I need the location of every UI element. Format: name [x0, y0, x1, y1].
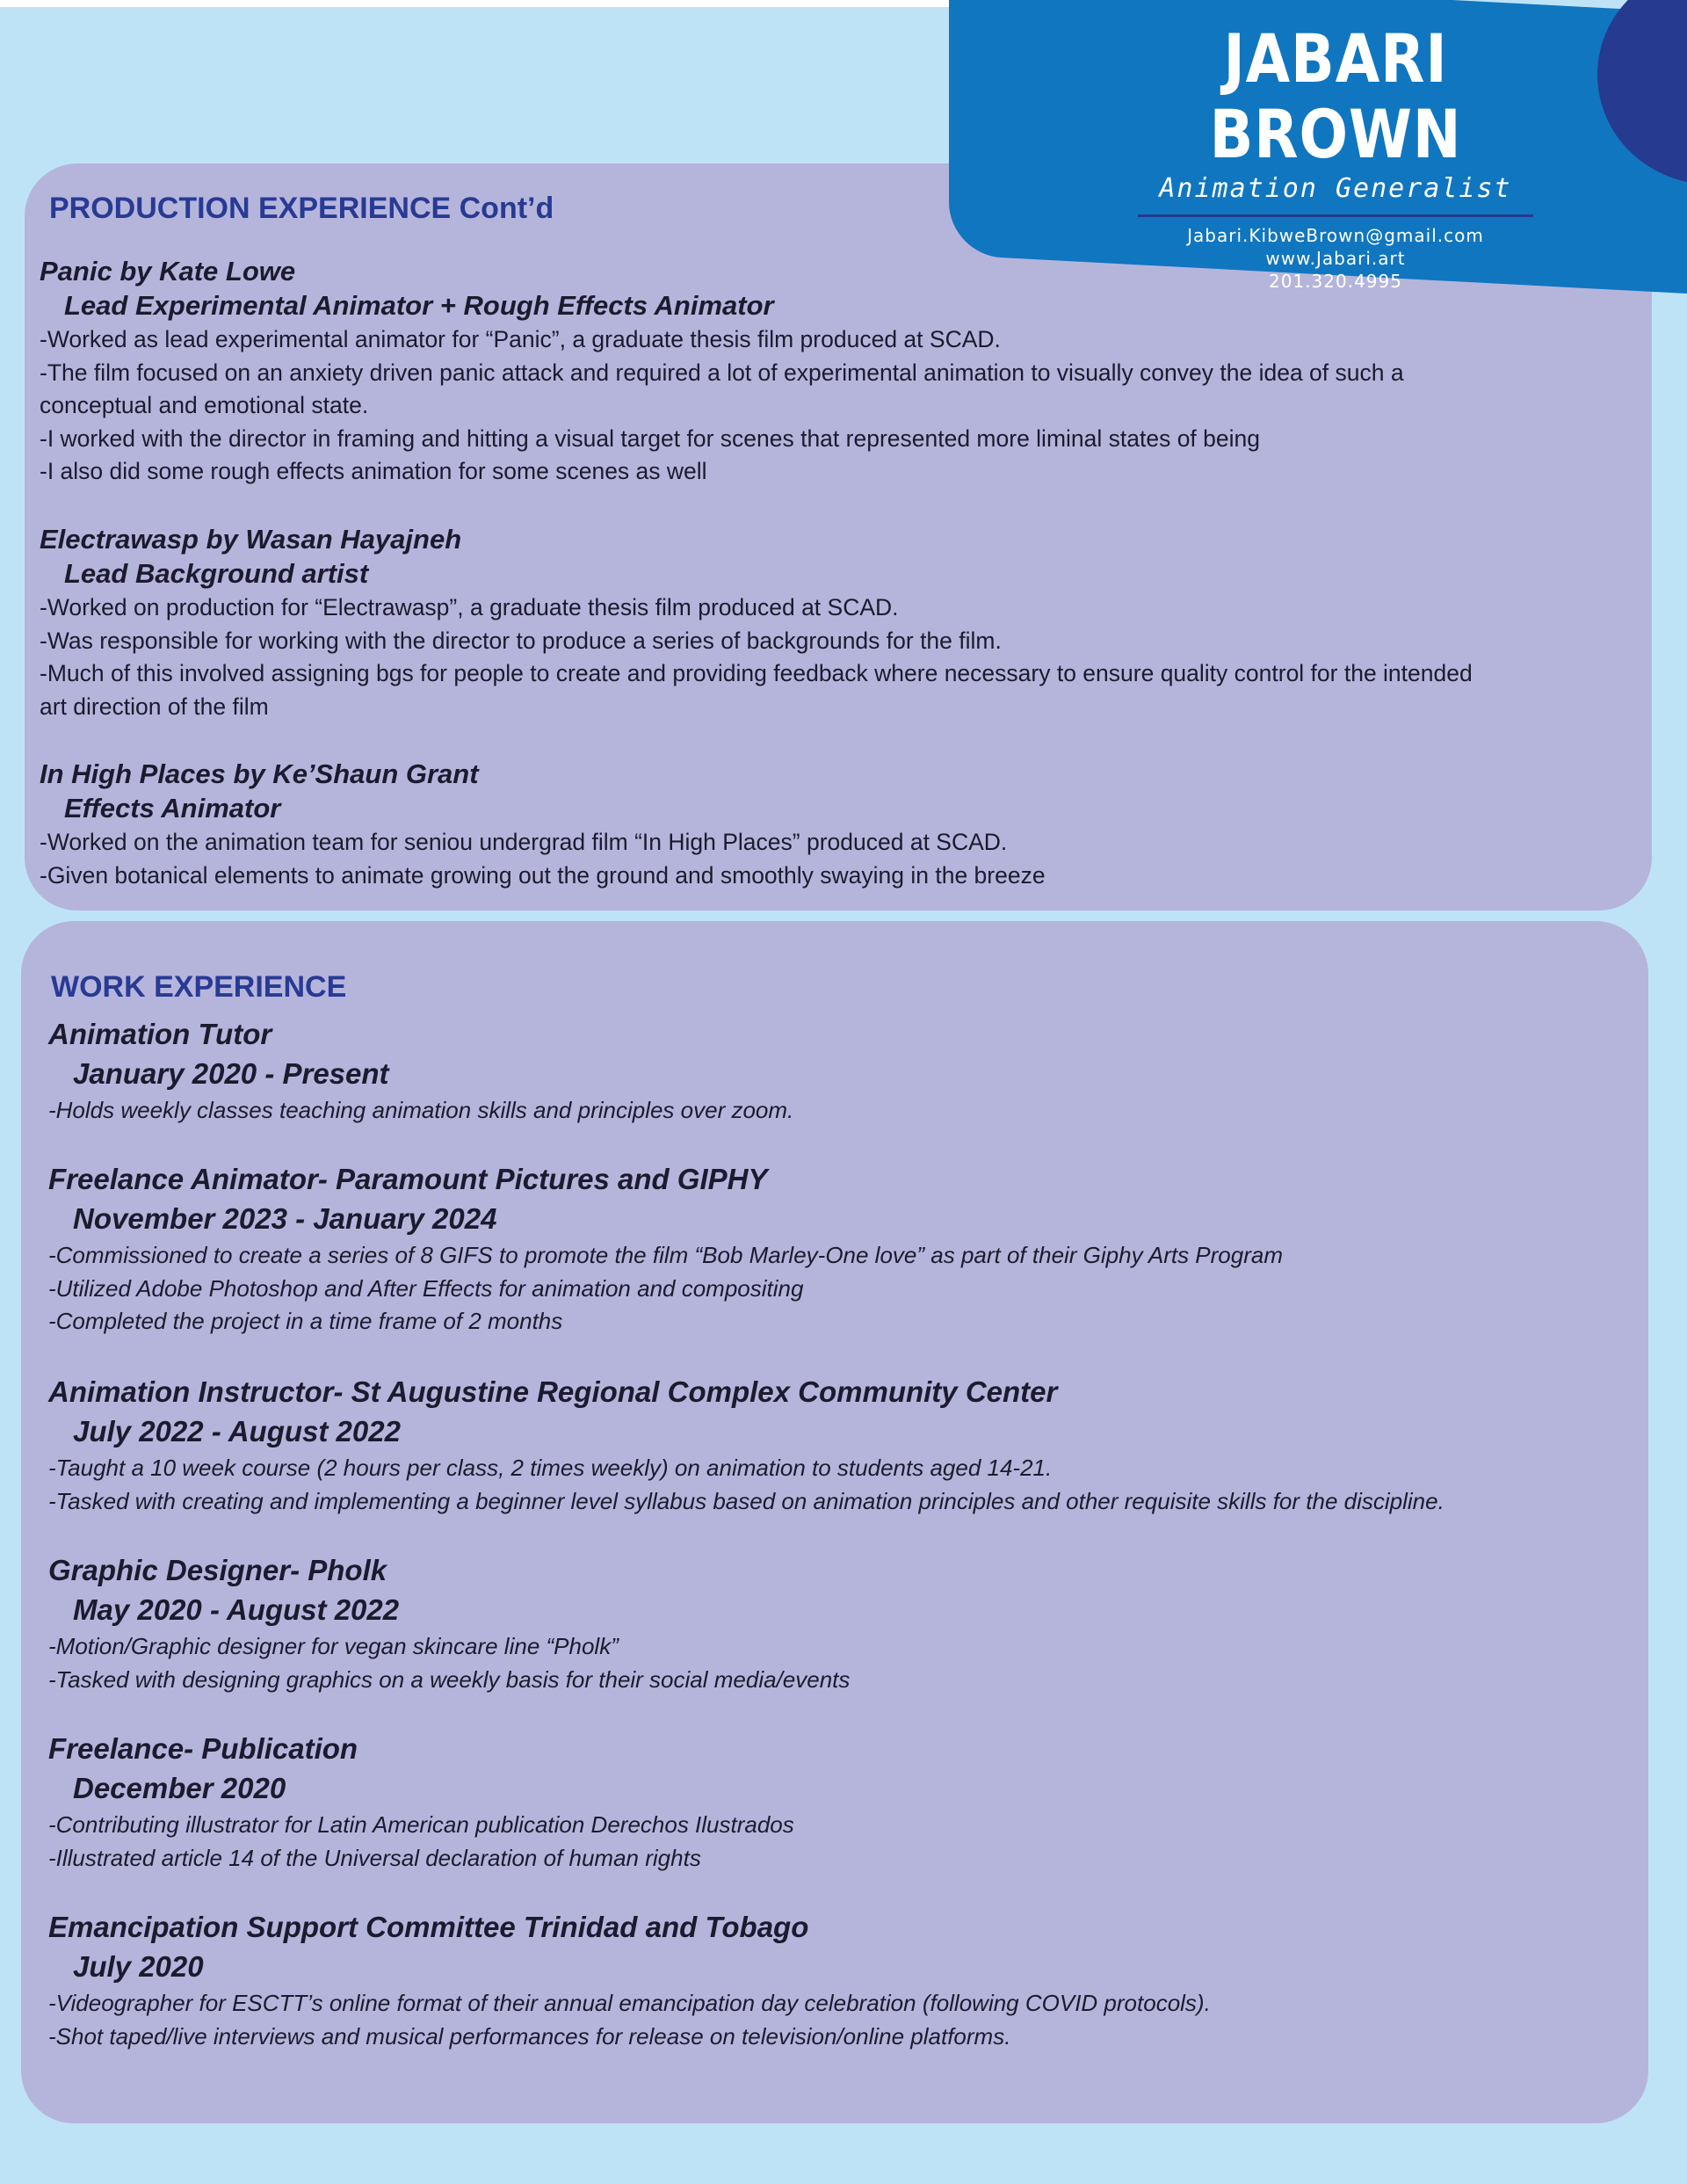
entry-line: -Taught a 10 week course (2 hours per class, 2 times weekly) on animation to students aged 14-21.	[48, 1455, 1053, 1481]
job-role: Emancipation Support Committee Trinidad and Tobago	[48, 1911, 809, 1943]
job-role: Animation Instructor- St Augustine Regional Complex Community Center	[48, 1375, 1058, 1408]
entry-line: -Motion/Graphic designer for vegan skincare line “Pholk”	[48, 1633, 619, 1659]
contact-website[interactable]: www.Jabari.art	[1265, 248, 1406, 269]
entry-line: -Contributing illustrator for Latin American publication Derechos Ilustrados	[48, 1811, 794, 1838]
job-dates: November 2023 - January 2024	[73, 1202, 497, 1235]
candidate-title: Animation Generalist	[1159, 173, 1512, 204]
project-title: In High Places by Ke’Shaun Grant	[40, 758, 479, 789]
entry-line: -Utilized Adobe Photoshop and After Effects for animation and compositing	[48, 1274, 804, 1302]
job-role: Animation Tutor	[48, 1018, 272, 1050]
work-entry-instructor	[48, 1373, 1683, 1518]
job-role: Freelance Animator- Paramount Pictures and GIPHY	[48, 1163, 768, 1195]
work-entry-esctt	[48, 1908, 1683, 2053]
entry-line: -Shot taped/live interviews and musical performances for release on television/online platforms.	[48, 2022, 1011, 2050]
work-entry-pholk	[48, 1551, 1683, 1696]
entry-line: -The film focused on an anxiety driven panic attack and required a lot of experimental animation to visually convey the idea of such a	[40, 359, 1404, 386]
project-title: Electrawasp by Wasan Hayajneh	[40, 524, 462, 555]
production-section-title: PRODUCTION EXPERIENCE Cont’d	[49, 192, 554, 225]
job-dates: May 2020 - August 2022	[73, 1593, 400, 1626]
entry-line: art direction of the film	[40, 693, 269, 720]
top-white-strip	[0, 0, 967, 7]
entry-line: -Worked on production for “Electrawasp”, a graduate thesis film produced at SCAD.	[40, 594, 899, 620]
project-role: Effects Animator	[64, 793, 281, 824]
job-dates: July 2022 - August 2022	[73, 1415, 401, 1448]
production-entry-high-places	[40, 758, 1674, 892]
entry-line: -Videographer for ESCTT’s online format of their annual emancipation day celebration (following COVID protocols).	[48, 1990, 1211, 2016]
entry-line: -Worked as lead experimental animator for “Panic”, a graduate thesis film produced at SCAD.	[40, 326, 1001, 352]
entry-line: -Given botanical elements to animate growing out the ground and smoothly swaying in the breeze	[40, 861, 1046, 889]
entry-line: -Commissioned to create a series of 8 GIFS to promote the film “Bob Marley-One love” as part of their Giphy Arts Program	[48, 1242, 1284, 1268]
entry-line: -Was responsible for working with the director to produce a series of backgrounds for the film.	[40, 627, 1002, 654]
work-entry-tutor	[48, 1015, 1683, 1128]
job-dates: July 2020	[73, 1950, 204, 1983]
job-role: Freelance- Publication	[48, 1732, 358, 1765]
work-entry-publication	[48, 1730, 1683, 1875]
work-section-title: WORK EXPERIENCE	[51, 970, 347, 1004]
job-dates: January 2020 - Present	[73, 1057, 389, 1090]
contact-phone: 201.320.4995	[1269, 271, 1402, 292]
header-divider	[1138, 214, 1533, 217]
project-title: Panic by Kate Lowe	[40, 256, 296, 287]
entry-line: -Much of this involved assigning bgs for people to create and providing feedback where necessary to ensure quality control for the intended	[40, 660, 1473, 686]
production-entry-electrawasp	[40, 523, 1674, 723]
entry-line: conceptual and emotional state.	[40, 392, 369, 418]
entry-line: -I also did some rough effects animation for some scenes as well	[40, 458, 707, 484]
entry-line: -Holds weekly classes teaching animation skills and principles over zoom.	[48, 1097, 794, 1123]
project-role: Lead Background artist	[64, 558, 369, 589]
project-role: Lead Experimental Animator + Rough Effects Animator	[64, 290, 774, 321]
resume-header	[1133, 21, 1538, 293]
job-role: Graphic Designer- Pholk	[48, 1554, 387, 1586]
entry-line: -Completed the project in a time frame of 2 months	[48, 1308, 563, 1334]
production-entry-panic	[40, 255, 1674, 489]
entry-line: -Worked on the animation team for seniou undergrad film “In High Places” produced at SCAD.	[40, 829, 1008, 855]
contact-email[interactable]: Jabari.KibweBrown@gmail.com	[1187, 225, 1484, 246]
entry-line: -I worked with the director in framing and hitting a visual target for scenes that represented more liminal states of being	[40, 424, 1260, 452]
work-entry-paramount	[48, 1160, 1683, 1339]
candidate-name: JABARI BROWN	[1209, 19, 1462, 173]
entry-line: -Tasked with designing graphics on a weekly basis for their social media/events	[48, 1665, 851, 1693]
entry-line: -Illustrated article 14 of the Universal declaration of human rights	[48, 1844, 701, 1871]
job-dates: December 2020	[73, 1772, 286, 1804]
entry-line: -Tasked with creating and implementing a beginner level syllabus based on animation principles and other requisite skills for the discipline.	[48, 1487, 1444, 1514]
